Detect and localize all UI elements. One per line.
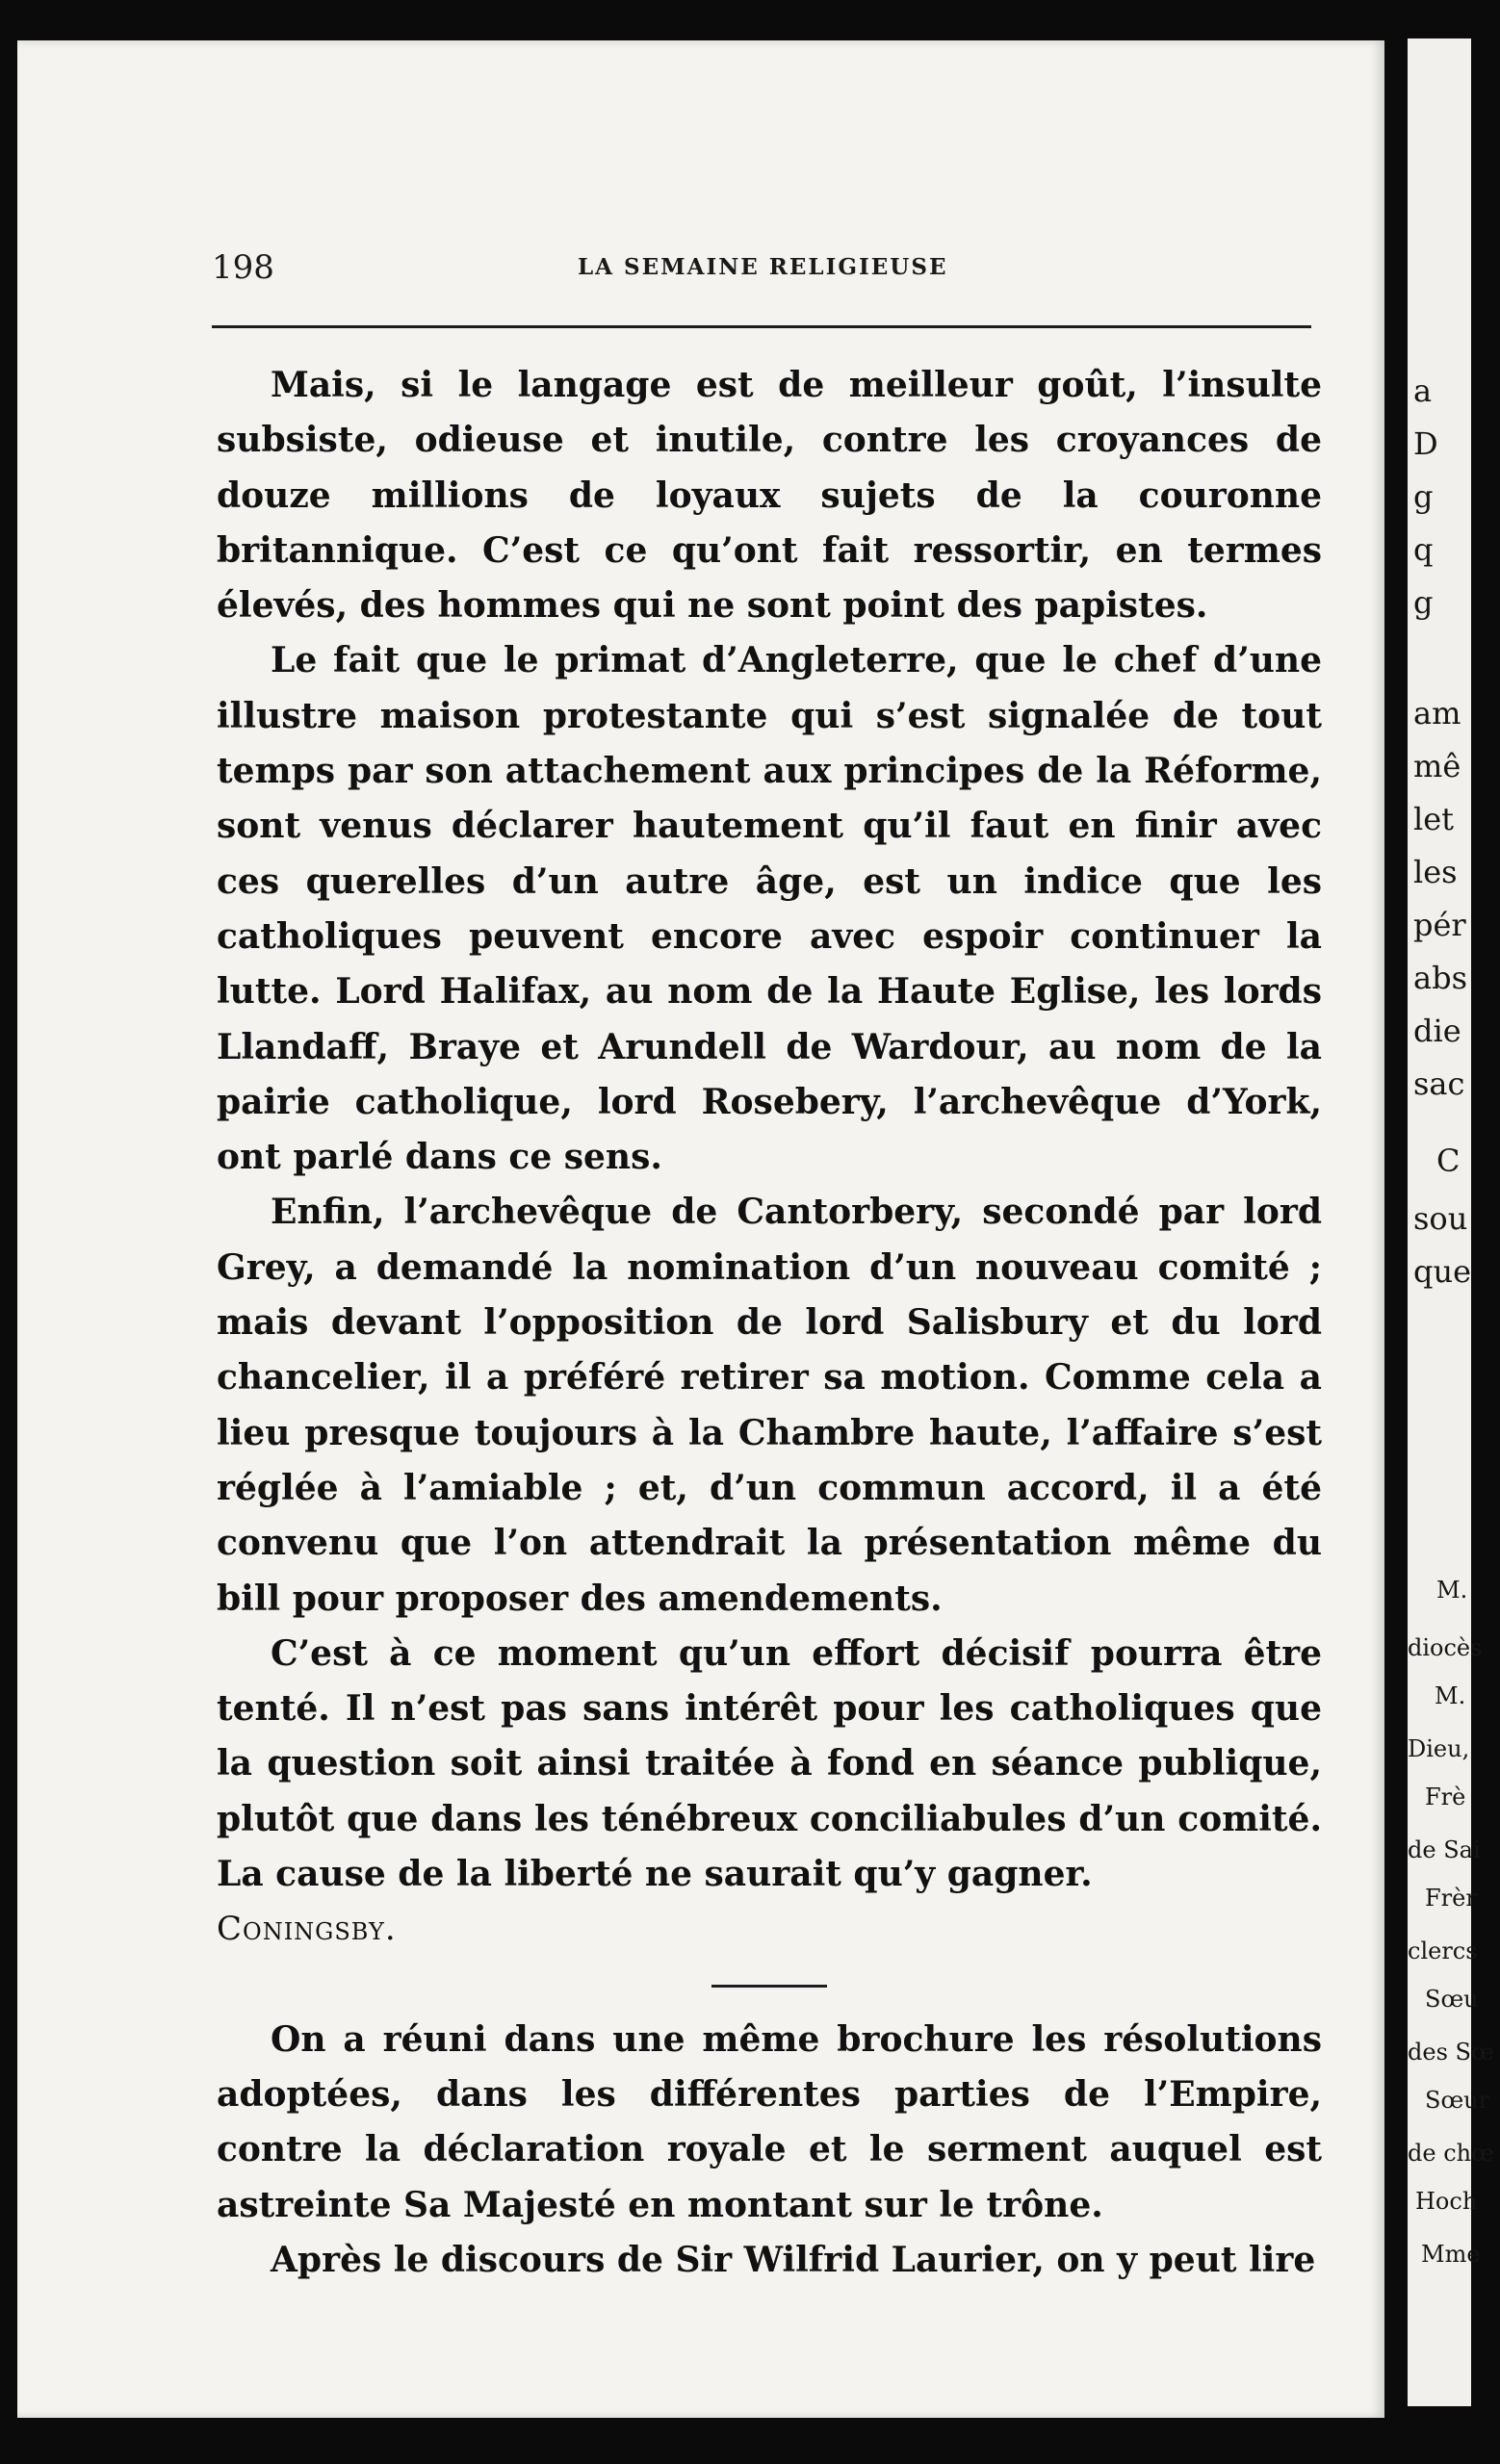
adjacent-fragment: Frèr — [1425, 1885, 1477, 1912]
adjacent-fragment: D — [1413, 425, 1438, 462]
adjacent-fragment: clercs — [1408, 1938, 1478, 1964]
next-article-paragraph-1: On a réuni dans une même brochure les résolutions adoptées, dans les différentes parties de l’Empire, contre la déclaration royale et le serment auquel est astreinte Sa Majesté en montant sur le trône. — [217, 2018, 1322, 2225]
article-paragraph-1: Mais, si le langage est de meilleur goût, l’insulte subsiste, odieuse et inutile, contre les croyances de douze millions de loyaux sujets de la couronne britannique. C’est ce qu’ont fait ressortir, en termes élevés, des hommes qui ne sont point des papistes. — [217, 365, 1322, 627]
page-number: 198 — [212, 248, 274, 287]
adjacent-fragment: Dieu, — [1408, 1735, 1470, 1762]
adjacent-fragment: Frè — [1425, 1784, 1466, 1810]
adjacent-fragment: g — [1413, 584, 1434, 621]
page-body — [217, 358, 1322, 2288]
adjacent-fragment: M. — [1436, 1577, 1468, 1604]
adjacent-fragment: abs — [1413, 960, 1467, 996]
adjacent-fragment: diocès — [1408, 1634, 1483, 1661]
page-header — [212, 248, 1311, 296]
article-paragraph-3: Enfin, l’archevêque de Cantorbery, secondé par lord Grey, a demandé la nomination d’un nouveau comité ; mais devant l’opposition de lord Salisbury et du lord chancelier, il a préféré retirer sa motion. Comme cela a lieu presque toujours à la Chambre haute, l’affaire s’est réglée à l’amiable ; et, d’un commun accord, il a été convenu que l’on attendrait la présentation même du bill pour proposer des amendements. — [217, 1192, 1322, 1619]
adjacent-fragment: a — [1413, 372, 1433, 409]
adjacent-fragment: let — [1413, 801, 1455, 837]
adjacent-fragment: de chœ — [1408, 2140, 1494, 2167]
adjacent-fragment: Hoch — [1415, 2188, 1478, 2215]
article-paragraph-4: C’est à ce moment qu’un effort décisif pourra être tenté. Il n’est pas sans intérêt pour les catholiques que la question soit ainsi traitée à fond en séance publique, plutôt que dans les ténébreux conciliabules d’un comité. La cause de la liberté ne saurait qu’y gagner. — [217, 1632, 1322, 1895]
adjacent-fragment: mê — [1413, 748, 1461, 784]
adjacent-fragment: sou — [1413, 1200, 1468, 1237]
adjacent-fragment: die — [1413, 1013, 1461, 1049]
adjacent-fragment: que — [1413, 1253, 1472, 1290]
article — [217, 358, 1322, 1958]
adjacent-fragment: Mme — [1421, 2241, 1481, 2268]
adjacent-fragment: am — [1413, 695, 1461, 732]
adjacent-fragment: sac — [1413, 1065, 1465, 1102]
running-head: LA SEMAINE RELIGIEUSE — [578, 254, 948, 280]
adjacent-page-edge — [1408, 38, 1494, 2406]
adjacent-fragment: C — [1436, 1142, 1461, 1179]
adjacent-fragment: q — [1413, 531, 1434, 568]
adjacent-fragment: des Sœ — [1408, 2039, 1494, 2066]
adjacent-fragment: pér — [1413, 907, 1466, 943]
next-article — [217, 2013, 1322, 2288]
next-article-paragraph-2: Après le discours de Sir Wilfrid Laurier, on y peut lire — [271, 2239, 1316, 2280]
section-divider — [711, 1985, 827, 1988]
adjacent-fragment: les — [1413, 854, 1458, 890]
article-paragraph-2: Le fait que le primat d’Angleterre, que le chef d’une illustre maison protestante qui s’est signalée de tout temps par son attachement aux principes de la Réforme, sont venus déclarer hautement qu’il faut en finir avec ces querelles d’un autre âge, est un indice que les catholiques peuvent encore avec espoir continuer la lutte. Lord Halifax, au nom de la Haute Eglise, les lords Llandaff, Braye et Arundell de Wardour, au nom de la pairie catholique, lord Rosebery, l’archevêque d’York, ont parlé dans ce sens. — [217, 640, 1322, 1178]
adjacent-fragment: Sœur — [1425, 2087, 1490, 2114]
article-signature: Coningsby. — [217, 1910, 397, 1949]
adjacent-fragment: g — [1413, 478, 1434, 515]
header-rule — [212, 325, 1311, 328]
adjacent-fragment: M. — [1435, 1682, 1466, 1709]
adjacent-fragment: Sœu — [1425, 1986, 1479, 2013]
adjacent-fragment: de Sai — [1408, 1836, 1481, 1863]
